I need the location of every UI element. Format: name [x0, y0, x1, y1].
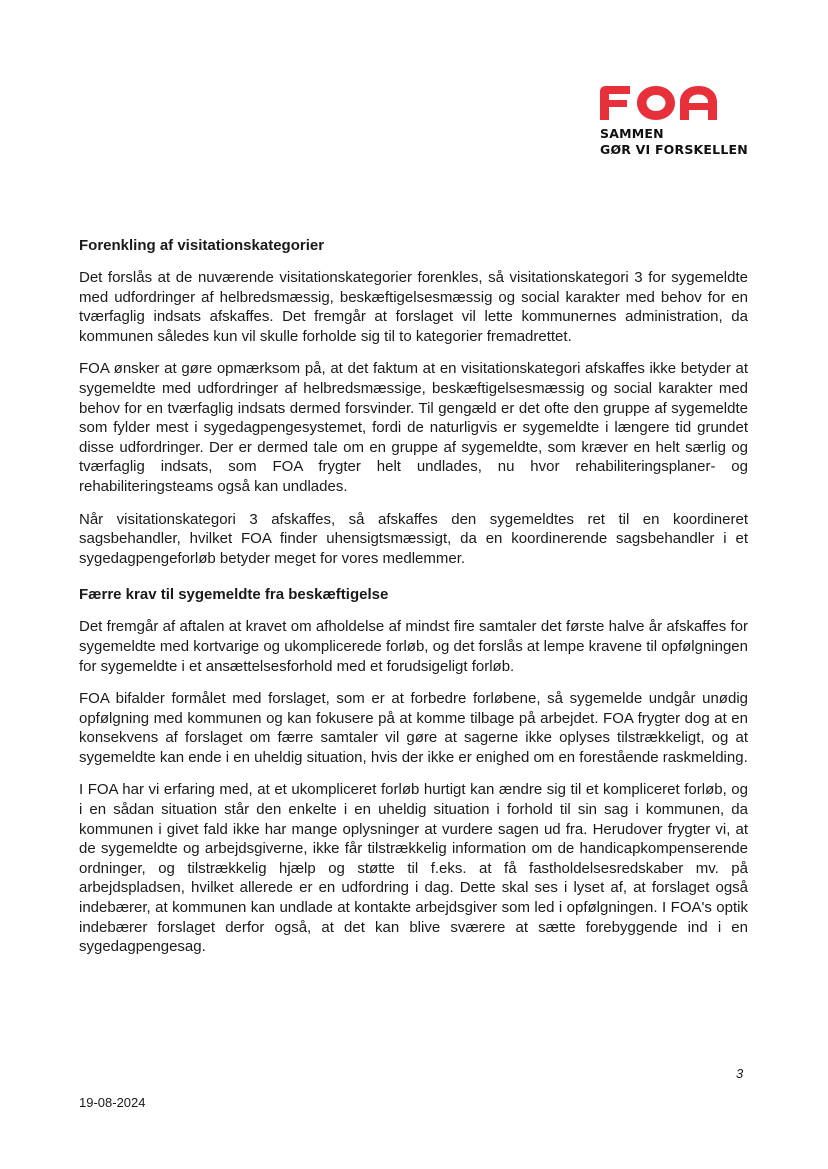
tagline-line-2: GØR VI FORSKELLEN — [600, 142, 748, 157]
tagline-line-1: SAMMEN — [600, 126, 664, 141]
section-heading: Færre krav til sygemeldte fra beskæftigelse — [79, 586, 389, 604]
foa-tagline — [600, 126, 760, 158]
paragraph: Når visitationskategori 3 afskaffes, så afskaffes den sygemeldtes ret til en koordineret sagsbehandler, hvilket FOA finder uhensigtsmæssigt, da en koordinerende sagsbehandler i et sygedagpengeforløb betyder meget for vores medlemmer. — [79, 510, 748, 567]
paragraph: Det forslås at de nuværende visitationskategorier forenkles, så visitationskategori 3 for sygemeldte med udfordringer af helbredsmæssig, beskæftigelsesmæssig og social karakter med behov for en tværfaglig indsats afskaffes. Det fremgår at forslaget vil lette kommunernes administration, da kommunen således kun vil skulle forholde sig til to kategorier fremadrettet. — [79, 269, 748, 345]
foa-logo — [600, 86, 760, 158]
document-body — [79, 236, 748, 970]
page-number: 3 — [736, 1066, 744, 1081]
section-heading: Forenkling af visitationskategorier — [79, 237, 325, 254]
document-date: 19-08-2024 — [79, 1095, 146, 1110]
paragraph: FOA bifalder formålet med forslaget, som er at forbedre forløbene, så sygemelde undgår unødig opfølgning med kommunen og kan fokusere på at komme tilbage på arbejdet. FOA frygter dog at en konsekvens af forslaget om færre samtaler vil gøre at sagerne ikke oplyses tilstrækkeligt, og at sygemeldte kan ende i en uheldig situation, hvis der ikke er enighed om en forestående raskmelding. — [79, 690, 748, 766]
section-visitation-categories — [79, 236, 748, 568]
paragraph: I FOA har vi erfaring med, at et ukompliceret forløb hurtigt kan ændre sig til et kompliceret forløb, og i en sådan situation står den enkelte i en uheldig situation i forhold til sin sag i kommunen, da kommunen i givet fald ikke har mange oplysninger at vurdere sagen ud fra. Herudover frygter vi, at de sygemeldte og arbejdsgiverne, ikke får tilstrækkelig information om de handicapkompenserende ordninger, og tilstrækkelig hjælp og støtte til f.eks. at få fastholdelsesredskaber mv. på arbejdspladsen, hvilket allerede er en udfordring i dag. Dette skal ses i lyset af, at forslaget også indebærer, at kommunen kan undlade at kontakte arbejdsgiver som led i opfølgningen. I FOA's optik indebærer forslaget derfor også, at det kan blive sværere at sætte forebyggende ind i en sygedagpengesag. — [79, 781, 748, 956]
paragraph: FOA ønsker at gøre opmærksom på, at det faktum at en visitationskategori afskaffes ikke betyder at sygemeldte med udfordringer af helbredsmæssige, beskæftigelsesmæssig og social karakter med behov for en tværfaglig indsats dermed forsvinder. Til gengæld er det ofte den gruppe af sygemeldte som fylder mest i sygedagpengesystemet, fordi de naturligvis er sygemeldte i længere tid grundet disse udfordringer. Der er dermed tale om en gruppe af sygemeldte, som kræver en helt særlig og tværfaglig indsats, som FOA frygter helt undlades, nu hvor rehabiliteringsplaner- og rehabiliteringsteams også kan undlades. — [79, 360, 748, 495]
foa-logo-mark — [600, 86, 718, 120]
paragraph: Det fremgår af aftalen at kravet om afholdelse af mindst fire samtaler det første halve år afskaffes for sygemeldte med kortvarige og ukomplicerede forløb, og det forslås at lempe kravene til opfølgningen for sygemeldte i et ansættelsesforhold med et forudsigeligt forløb. — [79, 618, 748, 675]
section-fewer-requirements — [79, 585, 748, 957]
